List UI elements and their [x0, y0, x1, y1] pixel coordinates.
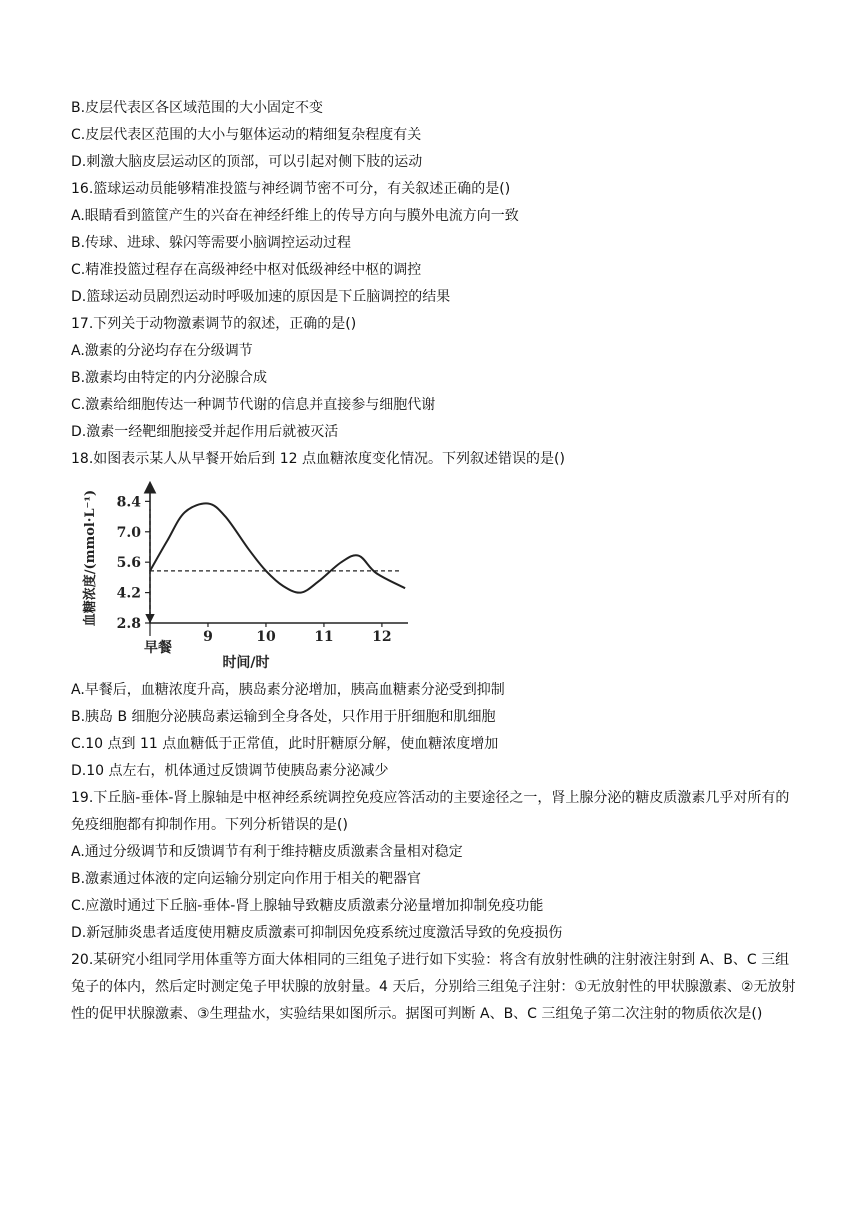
y-axis-label: 血糖浓度/(mmol·L⁻¹)	[83, 489, 98, 627]
breakfast-label: 早餐	[144, 640, 172, 656]
option-text: B.激素均由特定的内分泌腺合成	[71, 370, 268, 386]
option-text: A.激素的分泌均存在分级调节	[71, 343, 253, 359]
option-text: D.篮球运动员剧烈运动时呼吸加速的原因是下丘脑调控的结果	[71, 289, 451, 305]
y-tick-label: 2.8	[116, 616, 141, 632]
y-tick-label: 7.0	[116, 524, 141, 541]
option-text: B.激素通过体液的定向运输分别定向作用于相关的靶器官	[71, 871, 422, 887]
x-tick-label: 10	[256, 629, 276, 645]
blood-glucose-chart	[74, 478, 414, 674]
option-text: A.眼睛看到篮筐产生的兴奋在神经纤维上的传导方向与膜外电流方向一致	[71, 208, 519, 224]
option-text: C.激素给细胞传达一种调节代谢的信息并直接参与细胞代谢	[71, 397, 436, 413]
x-axis-label: 时间/时	[222, 655, 270, 671]
option-text: A.早餐后，血糖浓度升高，胰岛素分泌增加，胰高血糖素分泌受到抑制	[71, 682, 505, 698]
question-19-stem: 19.下丘脑-垂体-肾上腺轴是中枢神经系统调控免疫应答活动的主要途径之一，肾上腺分泌的糖皮质激素几乎对所有的免疫细胞都有抑制作用。下列分析错误的是()	[71, 790, 790, 833]
y-tick-label: 4.2	[116, 585, 141, 602]
option-text: D.激素一经靶细胞接受并起作用后就被灭活	[71, 424, 339, 440]
option-text: C.10 点到 11 点血糖低于正常值，此时肝糖原分解，使血糖浓度增加	[71, 736, 499, 752]
option-text: D.10 点左右，机体通过反馈调节使胰岛素分泌减少	[71, 763, 389, 779]
y-tick-label: 8.4	[116, 494, 141, 511]
y-tick-label: 5.6	[116, 555, 141, 572]
question-16-stem: 16.篮球运动员能够精准投篮与神经调节密不可分，有关叙述正确的是()	[71, 181, 511, 197]
option-text: B.胰岛 B 细胞分泌胰岛素运输到全身各处，只作用于肝细胞和肌细胞	[71, 709, 496, 725]
option-text: C.应激时通过下丘脑-垂体-肾上腺轴导致糖皮质激素分泌量增加抑制免疫功能	[71, 898, 544, 914]
question-20-stem: 20.某研究小组同学用体重等方面大体相同的三组兔子进行如下实验：将含有放射性碘的注射液注射到 A、B、C 三组兔子的体内，然后定时测定兔子甲状腺的放射量。4 天后，分别给三组兔子注射：①无放射性的甲状腺激素、②无放射性的促甲状腺激素、③生理盐水，实验结果如图所示。据图可判断 A、B、C 三组兔子第二次注射的物质依次是()	[71, 952, 796, 1022]
option-text: C.皮层代表区范围的大小与躯体运动的精细复杂程度有关	[71, 127, 422, 143]
question-18-stem: 18.如图表示某人从早餐开始后到 12 点血糖浓度变化情况。下列叙述错误的是()	[71, 451, 565, 467]
chart-svg	[74, 478, 414, 674]
option-text: D.刺激大脑皮层运动区的顶部，可以引起对侧下肢的运动	[71, 154, 423, 170]
x-tick-label: 9	[203, 629, 213, 645]
option-text: D.新冠肺炎患者适度使用糖皮质激素可抑制因免疫系统过度激活导致的免疫损伤	[71, 925, 563, 941]
option-text: B.传球、进球、躲闪等需要小脑调控运动过程	[71, 235, 352, 251]
option-text: B.皮层代表区各区域范围的大小固定不变	[71, 100, 324, 116]
option-text: C.精准投篮过程存在高级神经中枢对低级神经中枢的调控	[71, 262, 422, 278]
question-17-stem: 17.下列关于动物激素调节的叙述，正确的是()	[71, 316, 357, 332]
glucose-curve	[150, 503, 405, 592]
option-text: A.通过分级调节和反馈调节有利于维持糖皮质激素含量相对稳定	[71, 844, 463, 860]
x-tick-label: 11	[314, 629, 334, 645]
x-tick-label: 12	[372, 629, 392, 645]
